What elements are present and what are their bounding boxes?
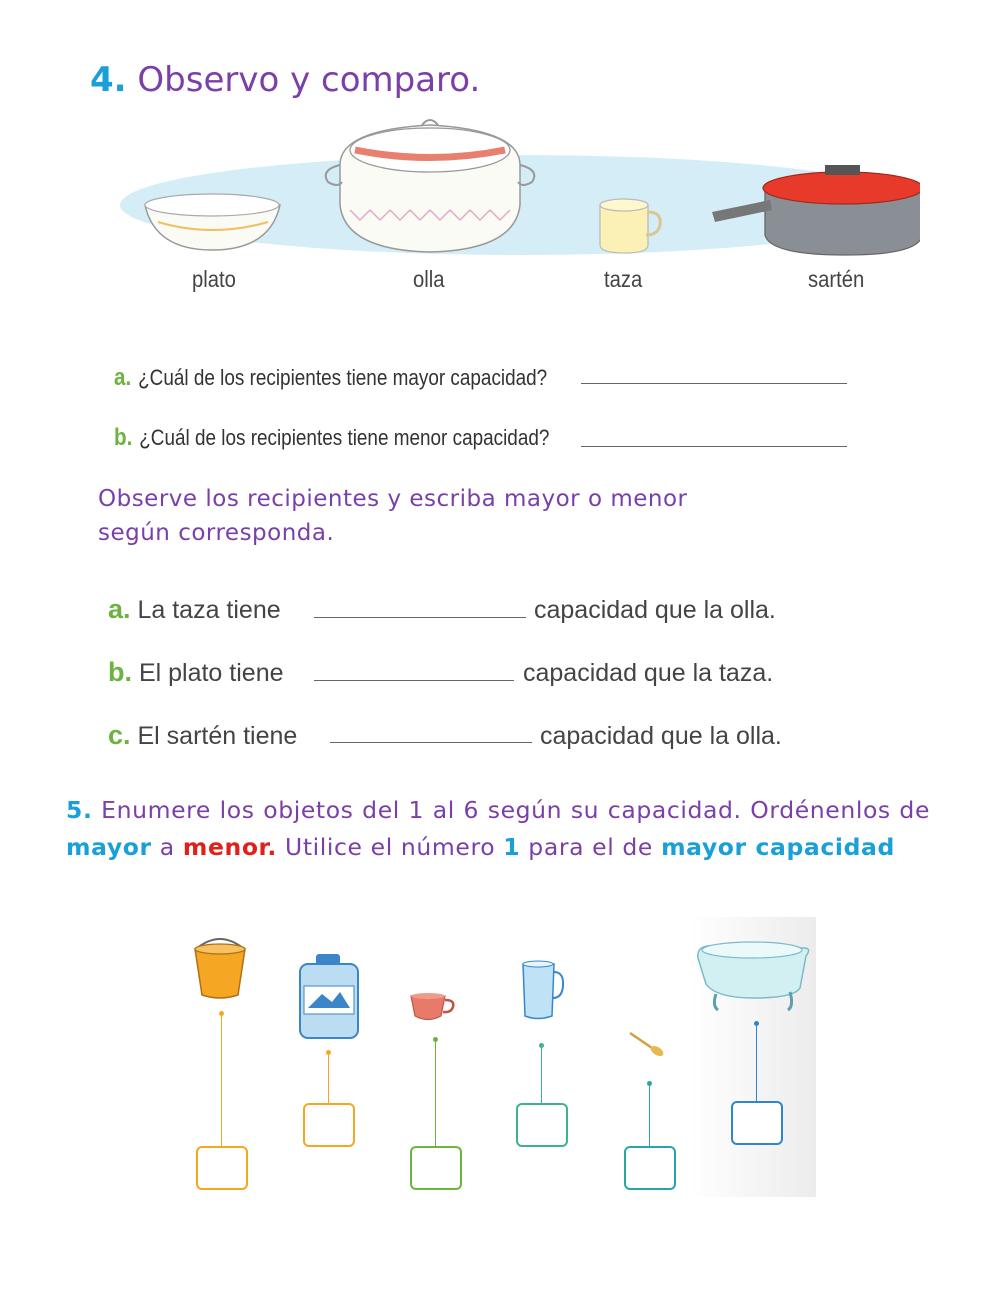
glass-pitcher-icon — [520, 960, 566, 1022]
answer-line-b[interactable] — [581, 446, 847, 447]
instruction-line-2: según corresponda. — [98, 520, 335, 546]
answer-box-pitcher[interactable] — [516, 1103, 568, 1147]
blank-sentence-b[interactable] — [314, 680, 514, 681]
sentence-letter: c. — [108, 720, 131, 750]
pot-icon — [326, 120, 535, 252]
sentence-c-end: capacidad que la olla. — [540, 722, 782, 750]
connector-line — [221, 1014, 222, 1146]
section-5-number: 5. — [66, 796, 93, 824]
water-jug-icon — [296, 952, 362, 1040]
sentence-letter: a. — [108, 594, 131, 624]
answer-box-bucket[interactable] — [196, 1146, 248, 1190]
answer-line-a[interactable] — [581, 383, 847, 384]
word-a: a — [159, 833, 175, 861]
section-5-text-2: Utilice el número — [285, 833, 496, 861]
connector-line — [541, 1046, 542, 1103]
question-b — [114, 424, 549, 452]
caption-cup: taza — [604, 266, 643, 292]
sentence-letter: b. — [108, 657, 132, 687]
question-text: ¿Cuál de los recipientes tiene mayor capacidad? — [138, 365, 548, 390]
word-menor: menor. — [182, 833, 277, 861]
section-4-number: 4. — [90, 60, 127, 100]
instruction-line-1: Observe los recipientes y escriba mayor o menor — [98, 486, 688, 512]
sentence-c-start — [108, 720, 297, 751]
answer-box-teacup[interactable] — [410, 1146, 462, 1190]
bucket-icon — [190, 935, 250, 1001]
bathtub-icon — [694, 936, 814, 1016]
sentence-text: El plato tiene — [138, 659, 284, 687]
section-5-paragraph — [66, 792, 930, 866]
connector-line — [756, 1024, 757, 1101]
spoon-icon — [628, 1030, 668, 1058]
blank-sentence-c[interactable] — [330, 742, 532, 743]
question-a — [114, 364, 547, 392]
sentence-a-start — [108, 594, 281, 625]
emphasis-mayor-capacidad: mayor capacidad — [661, 833, 895, 861]
question-letter: b. — [114, 424, 133, 451]
answer-box-water-jug[interactable] — [303, 1103, 355, 1147]
connector-line — [649, 1084, 650, 1146]
teacup-icon — [408, 992, 456, 1024]
section-5-text-1: Enumere los objetos del 1 al 6 según su capacidad. Ordénenlos de — [101, 796, 931, 824]
caption-plate: plato — [192, 266, 236, 292]
section-4-heading: Observo y comparo. — [137, 60, 481, 100]
question-text: ¿Cuál de los recipientes tiene menor capacidad? — [139, 425, 550, 450]
connector-line — [435, 1040, 436, 1146]
sentence-a-end: capacidad que la olla. — [534, 596, 776, 624]
sentence-text: La taza tiene — [137, 596, 281, 624]
word-mayor: mayor — [66, 833, 152, 861]
answer-box-spoon[interactable] — [624, 1146, 676, 1190]
blank-sentence-a[interactable] — [314, 617, 526, 618]
section-5-text-3: para el de — [528, 833, 653, 861]
connector-line — [328, 1053, 329, 1103]
caption-pan: sartén — [808, 266, 865, 292]
instruction-text — [98, 482, 798, 550]
number-one: 1 — [503, 833, 521, 861]
sentence-text: El sartén tiene — [137, 722, 298, 750]
caption-pot: olla — [413, 266, 445, 292]
question-letter: a. — [114, 364, 132, 391]
sentence-b-end: capacidad que la taza. — [523, 659, 774, 687]
sentence-b-start — [108, 657, 284, 688]
containers-illustration — [110, 110, 920, 260]
answer-box-bathtub[interactable] — [731, 1101, 783, 1145]
section-4-title — [90, 60, 480, 100]
